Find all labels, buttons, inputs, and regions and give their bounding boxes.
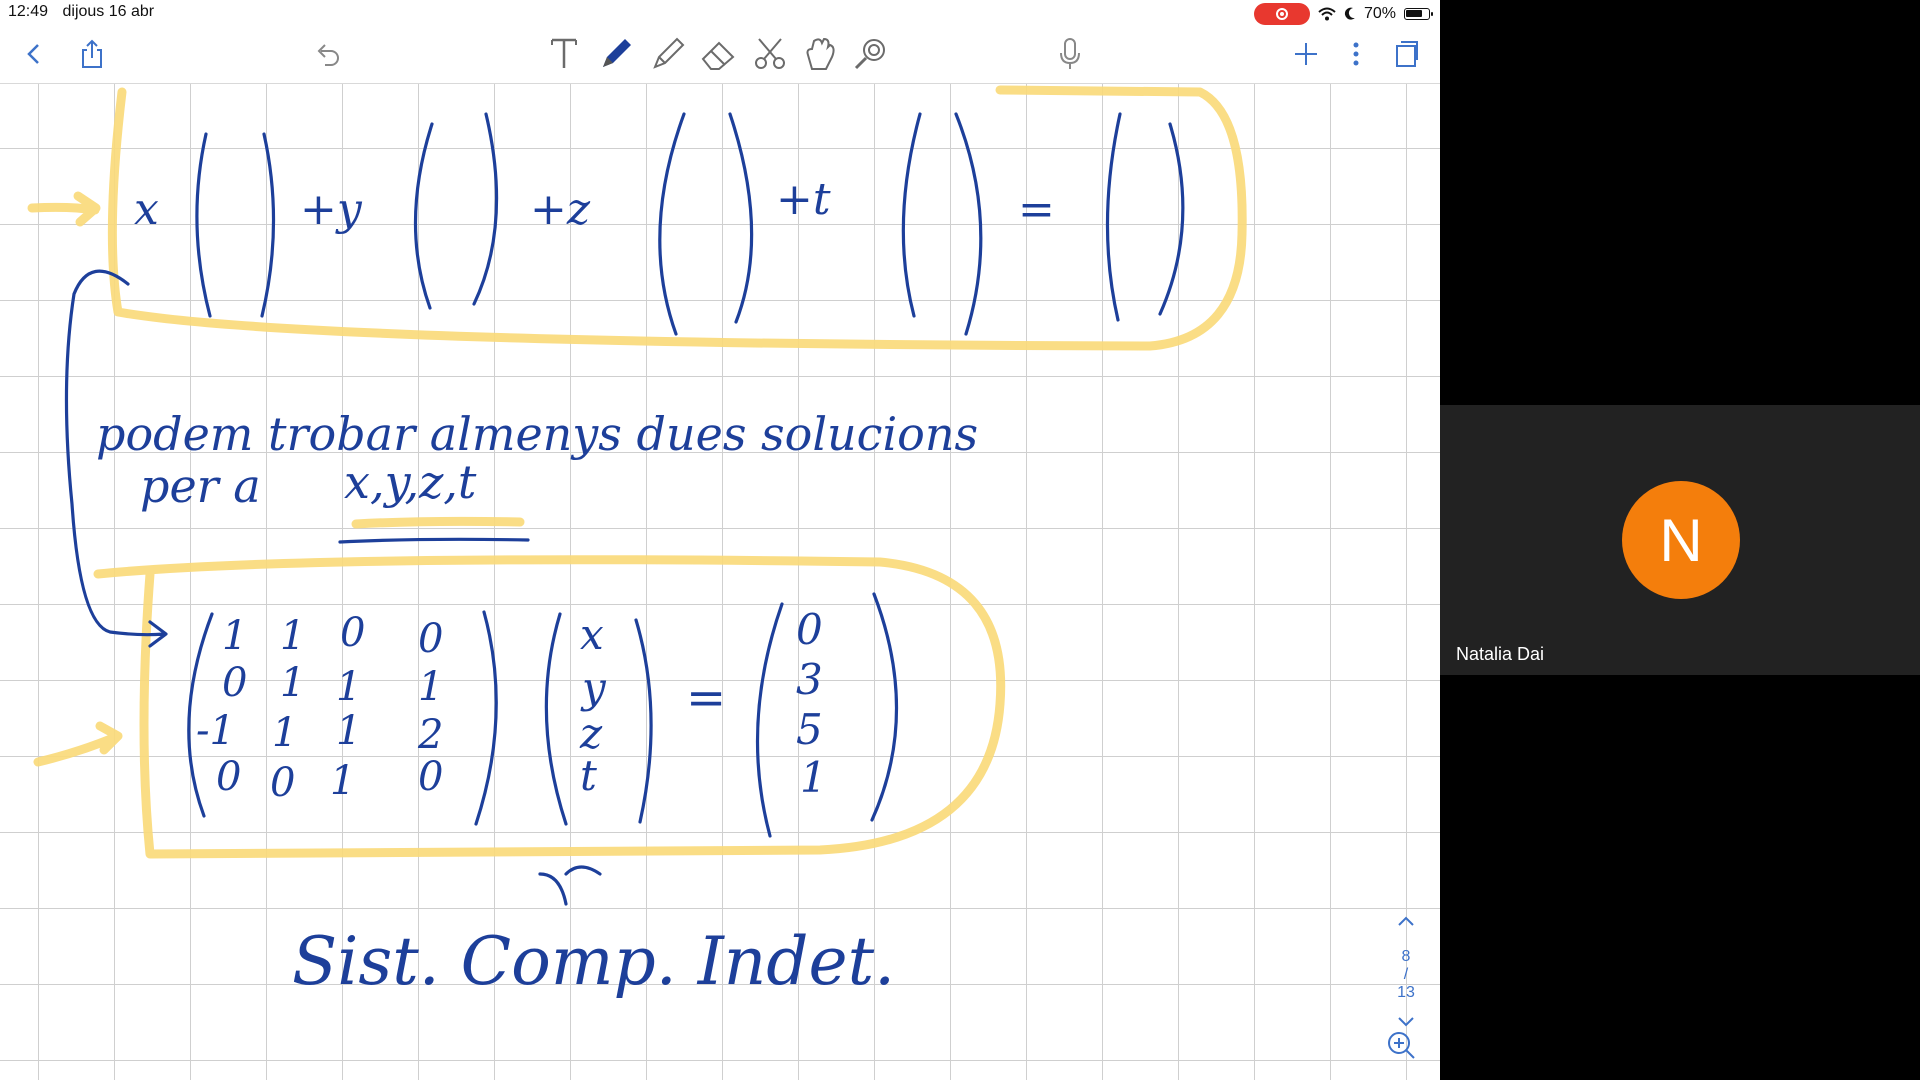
pages-icon[interactable] xyxy=(1386,34,1426,74)
matrix-right-bracket xyxy=(476,612,496,824)
lasso-tool-icon[interactable] xyxy=(750,34,790,74)
unknown-z: z xyxy=(580,709,603,758)
highlighter-tool-icon[interactable] xyxy=(648,34,688,74)
page-up-icon[interactable] xyxy=(1397,915,1415,927)
matrix-cell: 1 xyxy=(222,613,248,659)
current-page: 8 xyxy=(1401,948,1411,965)
moon-icon xyxy=(1344,7,1356,21)
vars-underline xyxy=(340,539,528,542)
zoom-icon[interactable] xyxy=(1382,1026,1422,1066)
share-icon[interactable] xyxy=(72,34,112,74)
screen-recording-indicator[interactable] xyxy=(1254,3,1310,25)
matrix-cell: 1 xyxy=(418,664,444,710)
video-participant-tile[interactable] xyxy=(1440,405,1920,675)
highlight-arrow-2 xyxy=(38,726,118,762)
unknown-t: t xyxy=(580,751,597,800)
matrix-cell: 0 xyxy=(222,660,248,706)
matrix-cell: 0 xyxy=(418,754,444,800)
more-icon[interactable] xyxy=(1336,34,1376,74)
note-canvas[interactable] xyxy=(0,84,1440,1080)
add-page-icon[interactable] xyxy=(1286,34,1326,74)
matrix-cell: 0 xyxy=(340,610,366,656)
rhs-value: 0 xyxy=(796,605,823,654)
wifi-icon xyxy=(1318,7,1336,21)
matrix-cell: 1 xyxy=(330,758,356,804)
handwriting-layer xyxy=(0,84,1440,1080)
eq-paren-1 xyxy=(197,134,274,316)
matrix-cell: 0 xyxy=(216,754,242,800)
text-tool-icon[interactable] xyxy=(544,34,584,74)
unknowns-left-bracket xyxy=(546,614,566,824)
unknown-x: x xyxy=(580,610,604,659)
eq-var-z: +z xyxy=(530,184,591,235)
avatar: N xyxy=(1622,481,1740,599)
eraser-tool-icon[interactable] xyxy=(698,34,738,74)
status-time: 12:49 xyxy=(8,3,49,20)
shapes-tool-icon[interactable] xyxy=(800,34,840,74)
eq-var-y: +y xyxy=(300,184,362,235)
pointer-arrow xyxy=(540,867,600,904)
eq-equals: = xyxy=(1018,184,1055,235)
eq-paren-5 xyxy=(1107,114,1182,320)
total-pages: 13 xyxy=(1397,984,1415,1001)
page-separator: / xyxy=(1403,966,1409,983)
matrix-cell: 1 xyxy=(280,660,306,706)
matrix-cell: 1 xyxy=(272,710,298,756)
eq-var-x: x xyxy=(134,184,159,235)
matrix-cell: 1 xyxy=(336,708,362,754)
highlight-box-vector-equation xyxy=(112,90,1242,346)
matrix-cell: 0 xyxy=(418,616,444,662)
matrix-equals: = xyxy=(686,670,727,726)
pen-tool-icon[interactable] xyxy=(596,34,636,74)
unknowns-right-bracket xyxy=(636,620,651,822)
note-line-1: podem trobar almenys dues solucions xyxy=(96,407,979,461)
status-bar xyxy=(0,0,1440,26)
conclusion-text: Sist. Comp. Indet. xyxy=(292,923,896,1000)
laser-pointer-icon[interactable] xyxy=(850,34,890,74)
eq-var-t: +t xyxy=(776,174,831,225)
back-icon[interactable] xyxy=(14,34,54,74)
rhs-right-bracket xyxy=(872,594,897,820)
matrix-cell: 1 xyxy=(336,664,362,710)
undo-icon[interactable] xyxy=(308,34,348,74)
rhs-value: 3 xyxy=(796,655,823,704)
note-vars: x,y,z,t xyxy=(344,455,477,509)
matrix-cell: 1 xyxy=(280,613,306,659)
matrix-cells xyxy=(196,610,443,806)
highlight-box-matrix-system xyxy=(98,560,1001,854)
matrix-cell: -1 xyxy=(196,708,235,754)
eq-paren-3 xyxy=(660,114,752,334)
eq-paren-4 xyxy=(903,114,980,334)
participant-name: Natalia Dai xyxy=(1456,644,1545,664)
matrix-cell: 0 xyxy=(270,760,296,806)
rhs-left-bracket xyxy=(758,604,783,836)
matrix-cell: 2 xyxy=(418,712,444,758)
highlight-underline-vars xyxy=(356,521,520,524)
battery-icon xyxy=(1404,8,1430,20)
status-date: dijous 16 abr xyxy=(62,3,155,20)
eq-paren-2 xyxy=(415,114,496,308)
highlight-arrow-1 xyxy=(32,196,96,222)
battery-percent: 70% xyxy=(1363,5,1396,22)
note-line-2: per a xyxy=(140,459,261,513)
unknown-y: y xyxy=(582,663,606,712)
toolbar xyxy=(0,28,1440,84)
microphone-icon[interactable] xyxy=(1050,34,1090,74)
rhs-value: 5 xyxy=(796,705,823,754)
rhs-value: 1 xyxy=(800,753,827,802)
